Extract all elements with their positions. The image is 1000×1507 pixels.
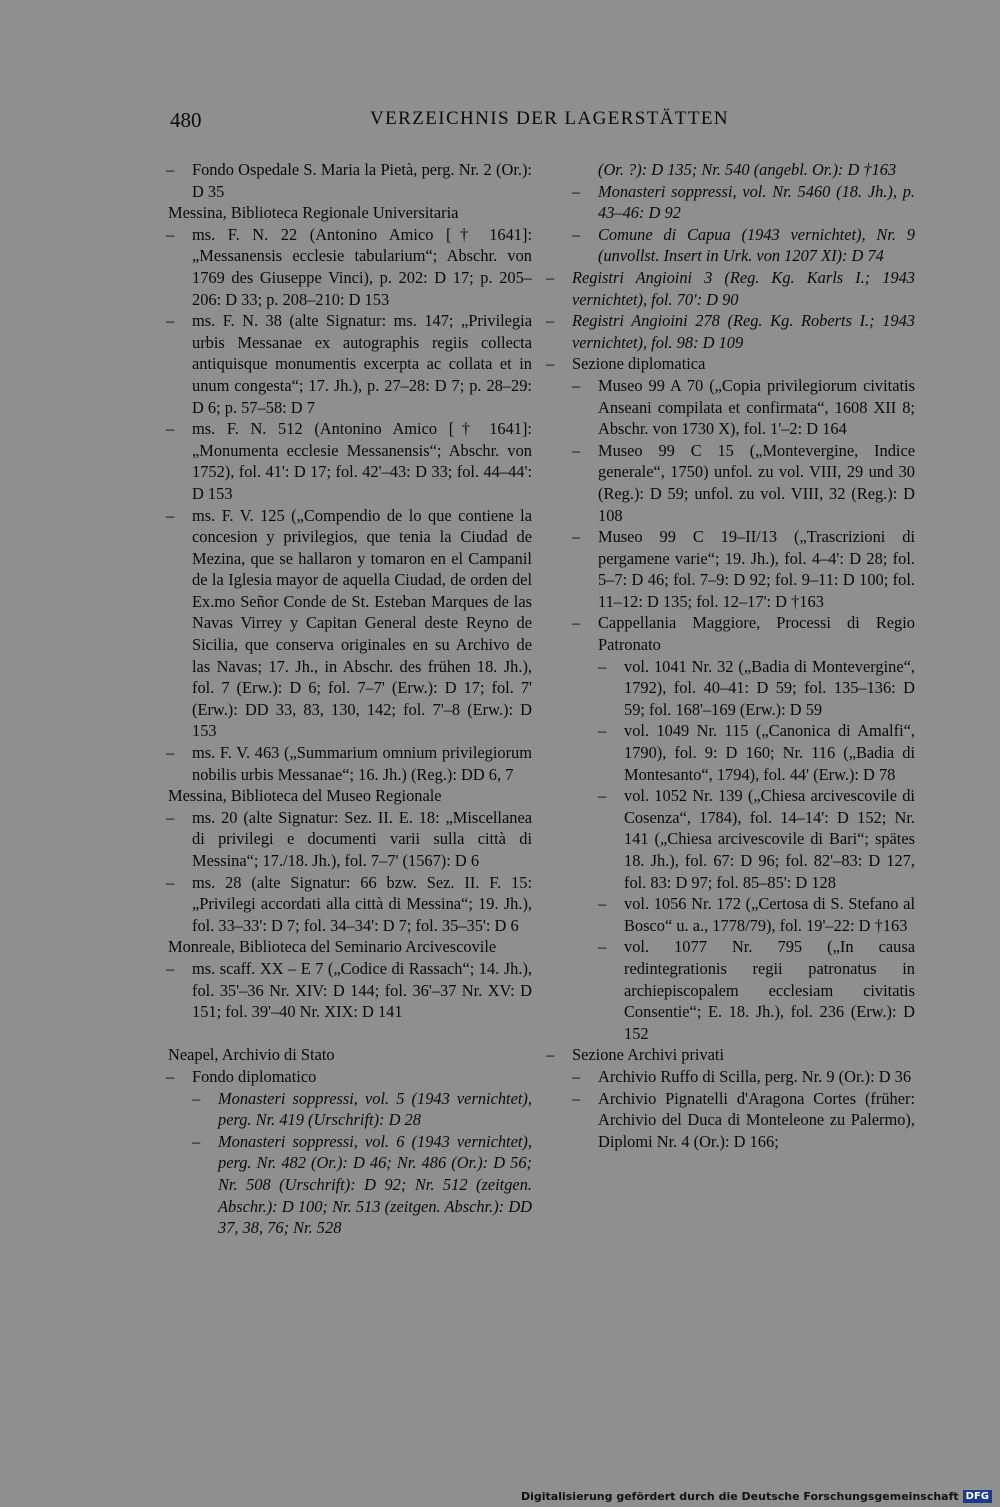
footer	[521, 1490, 992, 1503]
archive-entry	[540, 159, 915, 181]
entry-text: ms. scaff. XX – E 7 („Codice di Rassach“; 14. Jh.), fol. 35'–36 Nr. XIV: D 144; fol. 36'–37 Nr. XV: D 151; fol. 39'–40 Nr. XIX: D 141	[192, 958, 532, 1022]
footer-text: Digitalisierung gefördert durch die Deutsche Forschungsgemeinschaft	[520, 1490, 959, 1503]
right-column	[540, 159, 915, 1152]
archive-entry	[540, 893, 915, 936]
list-dash: –	[572, 375, 581, 395]
list-dash: –	[166, 224, 175, 244]
archive-entry	[540, 440, 915, 526]
page-header	[170, 108, 910, 138]
list-dash: –	[572, 181, 581, 201]
list-dash: –	[598, 894, 607, 914]
entry-text: ms. 20 (alte Signatur: Sez. II. E. 18: „Miscellanea di privilegi e documenti varii sulla città di Messina“; 17./18. Jh.), fol. 7–7' (1567): D 6	[192, 807, 532, 870]
entry-text: Cappellania Maggiore, Processi di Regio Patronato	[598, 613, 915, 655]
entry-text: Fondo Ospedale S. Maria la Pietà, perg. Nr. 2 (Or.): D 35	[192, 160, 532, 201]
archive-entry	[160, 872, 532, 937]
archive-entry	[160, 505, 532, 743]
entry-text: Registri Angioini 278 (Reg. Kg. Roberts I.; 1943 vernichtet), fol. 98: D 109	[572, 311, 915, 352]
entry-text: Sezione Archivi privati	[572, 1045, 725, 1065]
page-number: 480	[170, 108, 202, 132]
archive-heading	[160, 785, 532, 807]
entry-text: Fondo diplomatico	[192, 1066, 317, 1086]
list-dash: –	[598, 937, 607, 957]
entry-text: ms. 28 (alte Signatur: 66 bzw. Sez. II. F. 15: „Privilegi accordati alla città di Messina“; 19. Jh.), fol. 33–33': D 7; fol. 34–34': D 7; fol. 35–35': D 6	[192, 872, 532, 935]
entry-text: vol. 1041 Nr. 32 („Badia di Montevergine“, 1792), fol. 40–41: D 59; fol. 135–136: D 59; fol. 168'–169 (Erw.): D 59	[624, 656, 915, 719]
archive-entry	[160, 807, 532, 872]
entry-text: ms. F. N. 512 (Antonino Amico [† 1641]: „Monumenta ecclesie Messanensis“; Abschr. von 1752), fol. 41': D 17; fol. 42'–43: D 33; fol. 44–44': D 153	[192, 419, 532, 503]
archive-entry	[540, 267, 915, 310]
archive-entry	[540, 1066, 915, 1088]
entry-text: Neapel, Archivio di Stato	[168, 1045, 335, 1065]
archive-entry	[540, 310, 915, 353]
spacer	[160, 1023, 532, 1045]
archive-entry	[160, 1088, 532, 1131]
entry-text: vol. 1077 Nr. 795 („In causa redintegrationis regii patronatus in archiepiscopalem ecclesiam civitatis Consentie“; E. 18. Jh.), fol. 236 (Erw.): D 152	[624, 937, 915, 1043]
entry-text: Monasteri soppressi, vol. 6 (1943 vernichtet), perg. Nr. 482 (Or.): D 46; Nr. 486 (Or.): D 56; Nr. 508 (Urschrift): D 92; Nr. 512 (zeitgen. Abschr.): D 100; Nr. 513 (zeitgen. Abschr.): DD 37, 38, 76; Nr. 528	[218, 1131, 532, 1238]
list-dash: –	[572, 613, 581, 633]
left-column	[160, 159, 532, 1239]
list-dash: –	[166, 807, 175, 827]
entry-text: Museo 99 C 15 („Montevergine, Indice generale“, 1750) unfol. zu vol. VIII, 29 und 30 (Reg.): D 59; unfol. zu vol. VIII, 32 (Reg.): D 108	[598, 440, 915, 525]
list-dash: –	[166, 311, 175, 331]
archive-entry	[540, 656, 915, 721]
list-dash: –	[192, 1131, 201, 1151]
entry-text: Registri Angioini 3 (Reg. Kg. Karls I.; 1943 vernichtet), fol. 70': D 90	[572, 267, 915, 309]
entry-text: Sezione diplomatica	[572, 354, 706, 374]
entry-text: Comune di Capua (1943 vernichtet), Nr. 9 (unvollst. Insert in Urk. von 1207 XI): D 74	[598, 224, 915, 266]
archive-entry	[540, 353, 915, 375]
list-dash: –	[598, 786, 607, 806]
list-dash: –	[572, 1088, 581, 1108]
archive-entry	[540, 526, 915, 612]
archive-entry	[540, 785, 915, 893]
list-dash: –	[598, 721, 607, 741]
entry-text: vol. 1056 Nr. 172 („Certosa di S. Stefano al Bosco“ u. a., 1778/79), fol. 19'–22: D †163	[624, 894, 915, 935]
archive-entry	[540, 224, 915, 267]
archive-entry	[160, 1131, 532, 1239]
entry-text: Museo 99 C 19–II/13 („Trascrizioni di pergamene varie“; 19. Jh.), fol. 4–4': D 28; fol. 5–7: D 46; fol. 7–9: D 92; fol. 9–11: D 100; fol. 11–12: D 135; fol. 12–17': D †163	[598, 527, 915, 611]
list-dash: –	[546, 1045, 555, 1065]
entry-text: Monreale, Biblioteca del Seminario Arcivescovile	[168, 937, 497, 957]
entry-text: ms. F. V. 125 („Compendio de lo que contiene la concesion y privilegios, que tenia la Ciudad de Mezina, que se hallaron y tomaron en el Campanil de la Iglesia mayor de aquella Ciudad, de orden del Ex.mo Señor Conde de St. Esteban Marques de las Navas Virrey y Capitan General deste Reyno de Sicilia, que conserva originales en su Archivo de las Navas; 17. Jh., in Abschr. des frühen 18. Jh.), fol. 7 (Erw.): D 6; fol. 7–7' (Erw.): D 17; fol. 7' (Erw.): DD 33, 83, 130, 142; fol. 7'–8 (Erw.): D 153	[192, 505, 532, 741]
list-dash: –	[598, 656, 607, 676]
list-dash: –	[572, 224, 581, 244]
entry-text: ms. F. N. 38 (alte Signatur: ms. 147; „Privilegia urbis Messanae ex autographis regiis collecta antiquisque monumentis excerpta ac collata et in unum congesta“; 17. Jh.), p. 27–28: D 7; p. 28–29: D 6; p. 57–58: D 7	[192, 311, 532, 417]
entry-text: Monasteri soppressi, vol. Nr. 5460 (18. Jh.), p. 43–46: D 92	[598, 181, 915, 223]
list-dash: –	[166, 419, 175, 439]
entry-text: Messina, Biblioteca del Museo Regionale	[168, 786, 442, 806]
entry-text: ms. F. V. 463 („Summarium omnium privilegiorum nobilis urbis Messanae“; 16. Jh.) (Reg.): DD 6, 7	[192, 743, 532, 784]
archive-entry	[160, 224, 532, 310]
archive-entry	[160, 159, 532, 202]
archive-entry	[540, 936, 915, 1044]
list-dash: –	[572, 527, 581, 547]
list-dash: –	[546, 267, 555, 287]
list-dash: –	[192, 1088, 201, 1108]
entry-text: Museo 99 A 70 („Copia privilegiorum civitatis Anseani compilata et confirmata“, 1608 XII 8; Abschr. von 1730 X), fol. 1'–2: D 164	[598, 375, 915, 439]
entry-text: Archivio Ruffo di Scilla, perg. Nr. 9 (Or.): D 36	[598, 1066, 912, 1086]
list-dash: –	[166, 872, 175, 892]
list-dash: –	[166, 1066, 175, 1086]
running-title: VERZEICHNIS DER LAGERSTÄTTEN	[370, 108, 730, 129]
archive-entry	[160, 310, 532, 418]
list-dash: –	[546, 354, 555, 374]
list-dash: –	[166, 160, 175, 179]
entry-text: (Or. ?): D 135; Nr. 540 (angebl. Or.): D †163	[598, 160, 897, 179]
dfg-logo: DFG	[963, 1490, 992, 1503]
archive-heading	[160, 1044, 532, 1066]
list-dash: –	[572, 1066, 581, 1086]
archive-entry	[160, 742, 532, 785]
archive-entry	[160, 958, 532, 1023]
archive-entry	[540, 612, 915, 655]
entry-text: Monasteri soppressi, vol. 5 (1943 vernichtet), perg. Nr. 419 (Urschrift): D 28	[218, 1088, 532, 1130]
list-dash: –	[166, 958, 175, 978]
list-dash: –	[546, 311, 555, 331]
archive-heading	[160, 202, 532, 224]
archive-entry	[160, 1066, 532, 1088]
archive-entry	[540, 720, 915, 785]
archive-entry	[160, 418, 532, 504]
entry-text: vol. 1052 Nr. 139 („Chiesa arcivescovile di Cosenza“, 1784), fol. 14–14': D 152; Nr. 141 („Chiesa arcivescovile di Bari“; spätes 18. Jh.), fol. 67: D 96; fol. 82'–83: D 127, fol. 83: D 97; fol. 85–85': D 128	[624, 786, 915, 892]
entry-text: Messina, Biblioteca Regionale Universitaria	[168, 203, 459, 223]
entry-text: vol. 1049 Nr. 115 („Canonica di Amalfi“, 1790), fol. 9: D 160; Nr. 116 („Badia di Montesanto“, 1794), fol. 44' (Erw.): D 78	[624, 721, 915, 784]
entry-text: ms. F. N. 22 (Antonino Amico [† 1641]: „Messanensis ecclesie tabularium“; Abschr. von 1769 des Giuseppe Vinci), p. 202: D 17; p. 205–206: D 33; p. 208–210: D 153	[192, 224, 532, 309]
archive-entry	[540, 181, 915, 224]
archive-heading	[160, 936, 532, 958]
list-dash: –	[166, 505, 175, 525]
archive-entry	[540, 375, 915, 440]
entry-text: Archivio Pignatelli d'Aragona Cortes (früher: Archivio del Duca di Monteleone zu Palermo), Diplomi Nr. 4 (Or.): D 166;	[598, 1088, 915, 1151]
archive-entry	[540, 1044, 915, 1066]
list-dash: –	[166, 743, 175, 763]
archive-entry	[540, 1088, 915, 1153]
list-dash: –	[572, 440, 581, 460]
